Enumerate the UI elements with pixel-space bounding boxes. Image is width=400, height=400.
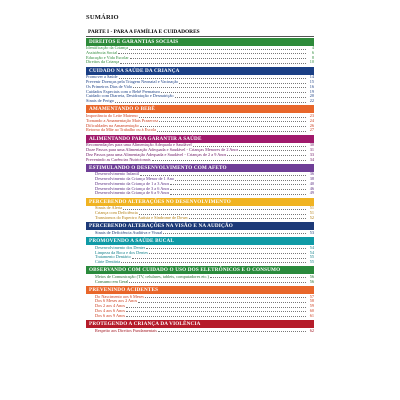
dot-leader (161, 90, 306, 93)
toc-section (86, 222, 314, 237)
entry-title: Dos 6 aos 9 Anos (95, 313, 126, 318)
dot-leader (159, 119, 306, 122)
dot-leader (120, 60, 306, 63)
toc-entry[interactable] (86, 60, 314, 65)
dot-leader (158, 329, 306, 332)
entry-page-number: 51 (309, 210, 314, 216)
dot-leader (126, 314, 306, 317)
entry-title: Assistência Social (86, 50, 118, 55)
dot-leader (149, 251, 306, 254)
entry-page-number: 30 (309, 142, 314, 148)
dot-leader (126, 309, 306, 312)
entry-title: Respeito aos Direitos Fundamentais (95, 328, 157, 333)
table-of-contents (86, 28, 314, 335)
toc-heading: SUMÁRIO (86, 14, 119, 21)
toc-section (86, 286, 314, 320)
entry-page-number: 31 (309, 147, 314, 152)
section-entries (86, 75, 314, 106)
entry-page-number: 57 (309, 293, 314, 299)
entry-title: Consumo em Geral (95, 279, 129, 284)
dot-leader (139, 211, 306, 214)
section-title-bar: CUIDADO NA SAÚDE DA CRIANÇA (86, 67, 314, 75)
entry-title: Transtornos do Espectro Autista e Síndrome de Down (95, 215, 188, 220)
toc-section (86, 320, 314, 335)
section-title-bar: ESTIMULANDO O DESENVOLVIMENTO COM AFETO (86, 164, 314, 172)
dot-leader (140, 172, 306, 175)
entry-page-number: 56 (309, 273, 314, 279)
section-entries (86, 230, 314, 237)
entry-title: Desenvolvimento dos Dentes (95, 245, 146, 250)
section-entries (86, 274, 314, 286)
entry-title: Doze Passos para uma Alimentação Adequada e Saudável - Crianças Menores de 2 Anos (86, 148, 239, 152)
entry-title: Desenvolvimento da Criança de 1 a 3 Anos (95, 181, 170, 186)
entry-page-number: 16 (309, 83, 314, 89)
entry-title: Do Nascimento aos 6 Meses (95, 294, 144, 299)
entry-title: Desenvolvimento da Criança de 6 a 9 Anos (95, 191, 170, 196)
dot-leader (115, 99, 306, 102)
section-title-bar: PREVENINDO ACIDENTES (86, 286, 314, 294)
toc-section (86, 164, 314, 198)
dot-leader (170, 182, 306, 185)
dot-leader (175, 177, 306, 180)
entry-title: Dos 6 Meses aos 2 Anos (95, 299, 138, 304)
entry-title: Cuidados Especiais com o Bebê Prematuro (86, 89, 161, 94)
entry-title: Retorno da Mãe ao Trabalho ou à Escola (86, 128, 157, 133)
section-entries (86, 143, 314, 164)
dot-leader (175, 94, 306, 97)
section-entries (86, 294, 314, 320)
section-entries (86, 46, 314, 67)
dot-leader (139, 114, 306, 117)
dot-leader (118, 51, 306, 54)
entry-title: Limpeza da Boca e dos Dentes (95, 250, 149, 255)
dot-leader (179, 80, 306, 83)
dot-leader (132, 255, 306, 258)
toc-sections (86, 38, 314, 335)
entry-page-number: 55 (309, 254, 314, 260)
entry-title: Educação e Vida Escolar (86, 55, 129, 60)
entry-title: Prevenir Doenças pela Triagem Neonatal e Vacinação (86, 80, 179, 85)
entry-title: Desenvolvimento da Criança de 3 a 6 Anos (95, 186, 170, 191)
dot-leader (123, 206, 306, 209)
entry-page-number: 22 (309, 98, 314, 104)
entry-page-number: 46 (309, 185, 314, 191)
entry-page-number: 36 (309, 171, 314, 177)
dot-leader (126, 304, 306, 307)
entry-title: Cárie Dentária (95, 260, 121, 264)
entry-title: Cuidado com Diarreia, Desidratação e Desnutrição (86, 94, 174, 99)
dot-leader (121, 260, 306, 263)
entry-title: Tornando a Amamentação Mais Prazerosa (86, 118, 159, 123)
toc-entry[interactable] (86, 128, 314, 133)
entry-title: Direitos da Criança (86, 60, 120, 65)
entry-page-number: 6 (311, 49, 314, 55)
entry-title: Promover a Saúde (86, 75, 118, 80)
dot-leader (140, 124, 306, 127)
section-entries (86, 206, 314, 222)
section-title-bar: OBSERVANDO COM CUIDADO O USO DOS ELETRÔNICOS E O CONSUMO (86, 266, 314, 274)
toc-entry[interactable] (86, 329, 314, 334)
entry-title: Sinais de Deficiência Auditiva e Visual (95, 230, 163, 235)
toc-section (86, 266, 314, 286)
section-title-bar: ALIMENTANDO PARA GARANTIR A SAÚDE (86, 135, 314, 143)
dot-leader (170, 191, 306, 194)
entry-page-number: 20 (309, 93, 314, 99)
entry-page-number: 38 (309, 176, 314, 182)
dot-leader (189, 216, 306, 219)
entry-page-number: 27 (309, 127, 314, 133)
entry-page-number: 59 (309, 303, 314, 309)
entry-page-number: 33 (309, 151, 314, 157)
entry-title: Dos 2 aos 4 Anos (95, 304, 126, 309)
dot-leader (210, 275, 306, 278)
entry-page-number: 54 (309, 244, 314, 250)
entry-title: Tratamento Dentário (95, 255, 131, 260)
dot-leader (239, 148, 306, 151)
entry-page-number: 55 (309, 259, 314, 264)
entry-page-number: 24 (309, 117, 314, 123)
entry-page-number: 10 (309, 59, 314, 65)
toc-entry[interactable] (86, 158, 314, 163)
toc-entry[interactable] (86, 314, 314, 319)
section-title-bar: DIREITOS E GARANTIAS SOCIAIS (86, 38, 314, 46)
entry-page-number: 23 (309, 113, 314, 119)
entry-title: Importância do Leite Materno (86, 114, 138, 119)
entry-page-number: 56 (309, 278, 314, 284)
section-entries (86, 328, 314, 335)
dot-leader (145, 295, 306, 298)
entry-page-number: 34 (309, 156, 314, 162)
entry-title: Os Primeiros Dias de Vida (86, 84, 132, 89)
toc-section (86, 105, 314, 134)
toc-entry[interactable] (86, 231, 314, 236)
toc-section (86, 67, 314, 106)
entry-page-number: 15 (309, 79, 314, 85)
entry-title: Dos 4 aos 6 Anos (95, 308, 126, 313)
dot-leader (133, 85, 306, 88)
entry-page-number: 51 (309, 205, 314, 211)
toc-entry[interactable] (86, 99, 314, 104)
entry-title: Desenvolvimento da Criança Menor de 1 Ano (95, 177, 174, 182)
entry-page-number: 58 (309, 298, 314, 304)
section-title-bar: PERCEBENDO ALTERAÇÕES NA VISÃO E NA AUDIÇÃO (86, 222, 314, 230)
entry-page-number: 26 (309, 122, 314, 128)
section-entries (86, 113, 314, 134)
toc-entry[interactable] (86, 191, 314, 196)
dot-leader (119, 75, 306, 78)
toc-entry[interactable] (86, 216, 314, 221)
entry-page-number: 14 (309, 74, 314, 80)
entry-title: Dificuldades na Amamentação (86, 123, 139, 128)
entry-page-number: 53 (309, 229, 314, 235)
toc-section (86, 38, 314, 67)
toc-entry[interactable] (86, 260, 314, 265)
dot-leader (152, 158, 306, 161)
toc-section (86, 237, 314, 266)
entry-page-number: 8 (311, 54, 314, 60)
toc-section (86, 135, 314, 164)
dot-leader (138, 299, 306, 302)
entry-page-number: 49 (309, 190, 314, 196)
entry-page-number: 19 (309, 88, 314, 94)
entry-title: Identificação da Criança (86, 46, 128, 51)
dot-leader (193, 143, 306, 146)
section-entries (86, 172, 314, 198)
entry-title: Dez Passos para uma Alimentação Adequada e Saudável - Crianças de 2 a 9 Anos (86, 152, 227, 157)
dot-leader (170, 187, 306, 190)
entry-page-number: 52 (309, 214, 314, 220)
dot-leader (227, 153, 306, 156)
dot-leader (146, 246, 306, 249)
entry-page-number: 61 (309, 312, 314, 318)
entry-title: Recomendações para uma Alimentação Adequada e Saudável (86, 143, 192, 148)
entry-title: Sinais de Alerta (95, 206, 123, 211)
entry-page-number: 60 (309, 307, 314, 313)
dot-leader (163, 231, 306, 234)
section-entries (86, 245, 314, 266)
entry-title: Meios de Comunicação (TV, celulares, tablets, computadores etc.) (95, 274, 209, 279)
dot-leader (129, 46, 306, 49)
entry-title: Prevenindo as Carências Nutricionais (86, 157, 151, 162)
section-title-bar: AMAMENTANDO O BEBÊ (86, 105, 314, 113)
dot-leader (129, 280, 306, 283)
section-title-bar: PROMOVENDO A SAÚDE BUCAL (86, 237, 314, 245)
entry-page-number: 4 (311, 45, 314, 51)
toc-section (86, 198, 314, 222)
section-title-bar: PERCEBENDO ALTERAÇÕES NO DESENVOLVIMENTO (86, 198, 314, 206)
dot-leader (130, 56, 306, 59)
entry-title: Desenvolvimento Infantil (95, 172, 140, 177)
entry-page-number: 40 (309, 180, 314, 186)
section-title-bar: PROTEGENDO A CRIANÇA DA VIOLÊNCIA (86, 320, 314, 328)
part-title: PARTE I - PARA A FAMÍLIA E CUIDADORES (86, 28, 314, 37)
entry-page-number: 54 (309, 249, 314, 255)
toc-entry[interactable] (86, 280, 314, 285)
entry-title: Criança com Deficiência (95, 211, 138, 216)
entry-title: Sinais de Perigo (86, 99, 114, 104)
entry-page-number: 62 (309, 327, 314, 333)
dot-leader (157, 128, 306, 131)
